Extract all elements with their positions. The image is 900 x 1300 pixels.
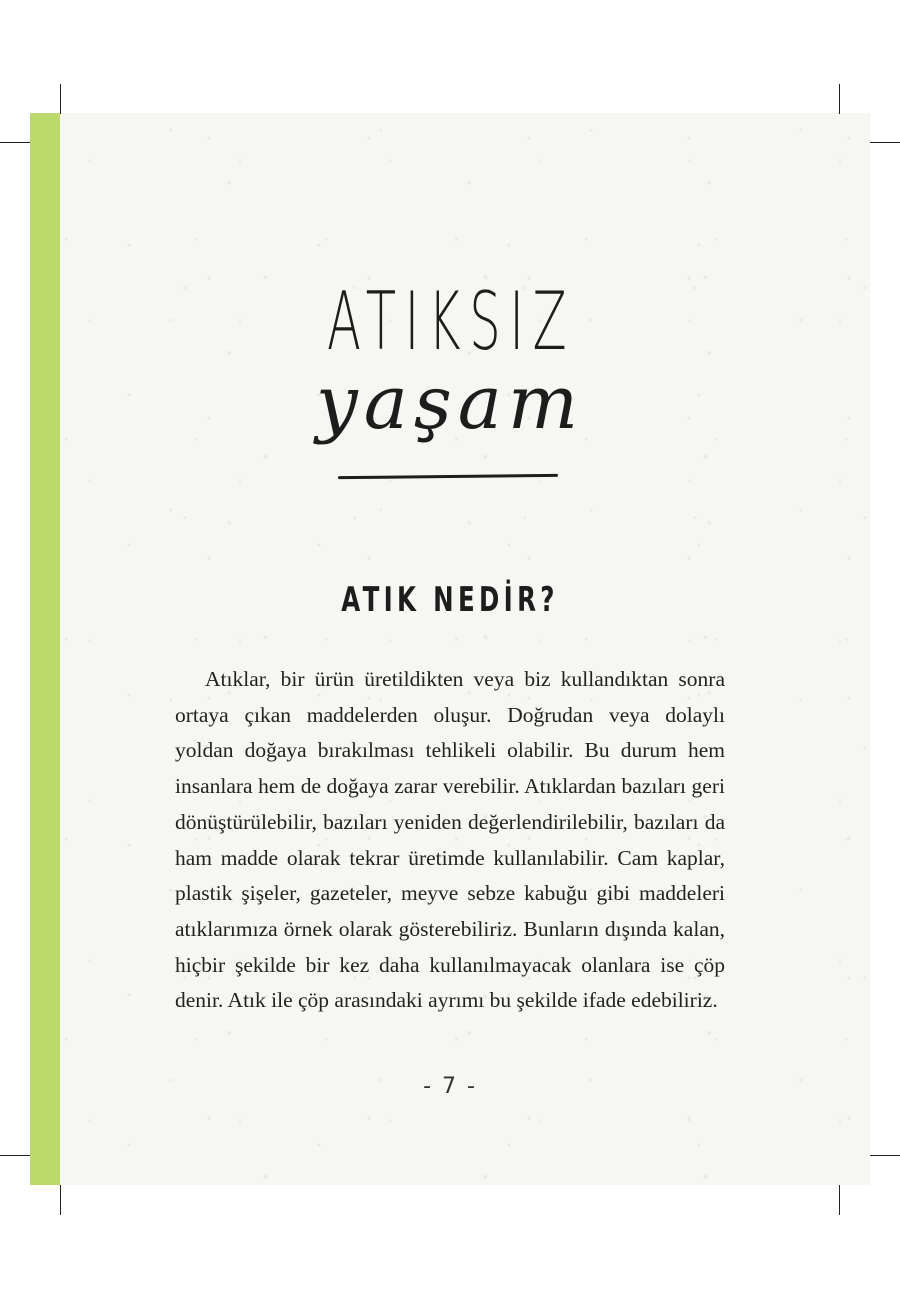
crop-mark: [0, 1155, 30, 1156]
crop-mark: [0, 142, 30, 143]
green-spine-strip: [30, 113, 60, 1185]
book-title-line2: yaşam: [315, 360, 585, 446]
book-title-line1: ATIKSIZ: [326, 275, 576, 368]
crop-mark: [870, 1155, 900, 1156]
paper-background: [30, 113, 870, 1185]
crop-mark: [60, 1185, 61, 1215]
page-number: - 7 -: [423, 1074, 477, 1099]
body-paragraph: Atıklar, bir ürün üretildikten veya biz kullandıktan sonra ortaya çıkan maddelerden oluşur. Doğrudan veya dolaylı yoldan doğaya bırakılması tehlikeli olabilir. Bu durum hem insanlara hem de doğaya zarar verebilir. Atıklardan bazıları geri dönüştürülebilir, bazıları yeniden değerlendirilebilir, bazıları da ham madde olarak tekrar üretimde kullanılabilir. Cam kaplar, plastik şişeler, gazeteler, meyve sebze kabuğu gibi maddeleri atıklarımıza örnek olarak gösterebiliriz. Bunların dışında kalan, hiçbir şekilde bir kez daha kullanılmayacak olanlara ise çöp denir. Atık ile çöp arasındaki ayrımı bu şekilde ifade edebiliriz.: [175, 667, 725, 1013]
crop-mark: [839, 84, 840, 114]
section-heading: ATIK NEDİR?: [341, 580, 559, 620]
crop-mark: [870, 142, 900, 143]
crop-mark: [60, 84, 61, 114]
crop-mark: [839, 1185, 840, 1215]
